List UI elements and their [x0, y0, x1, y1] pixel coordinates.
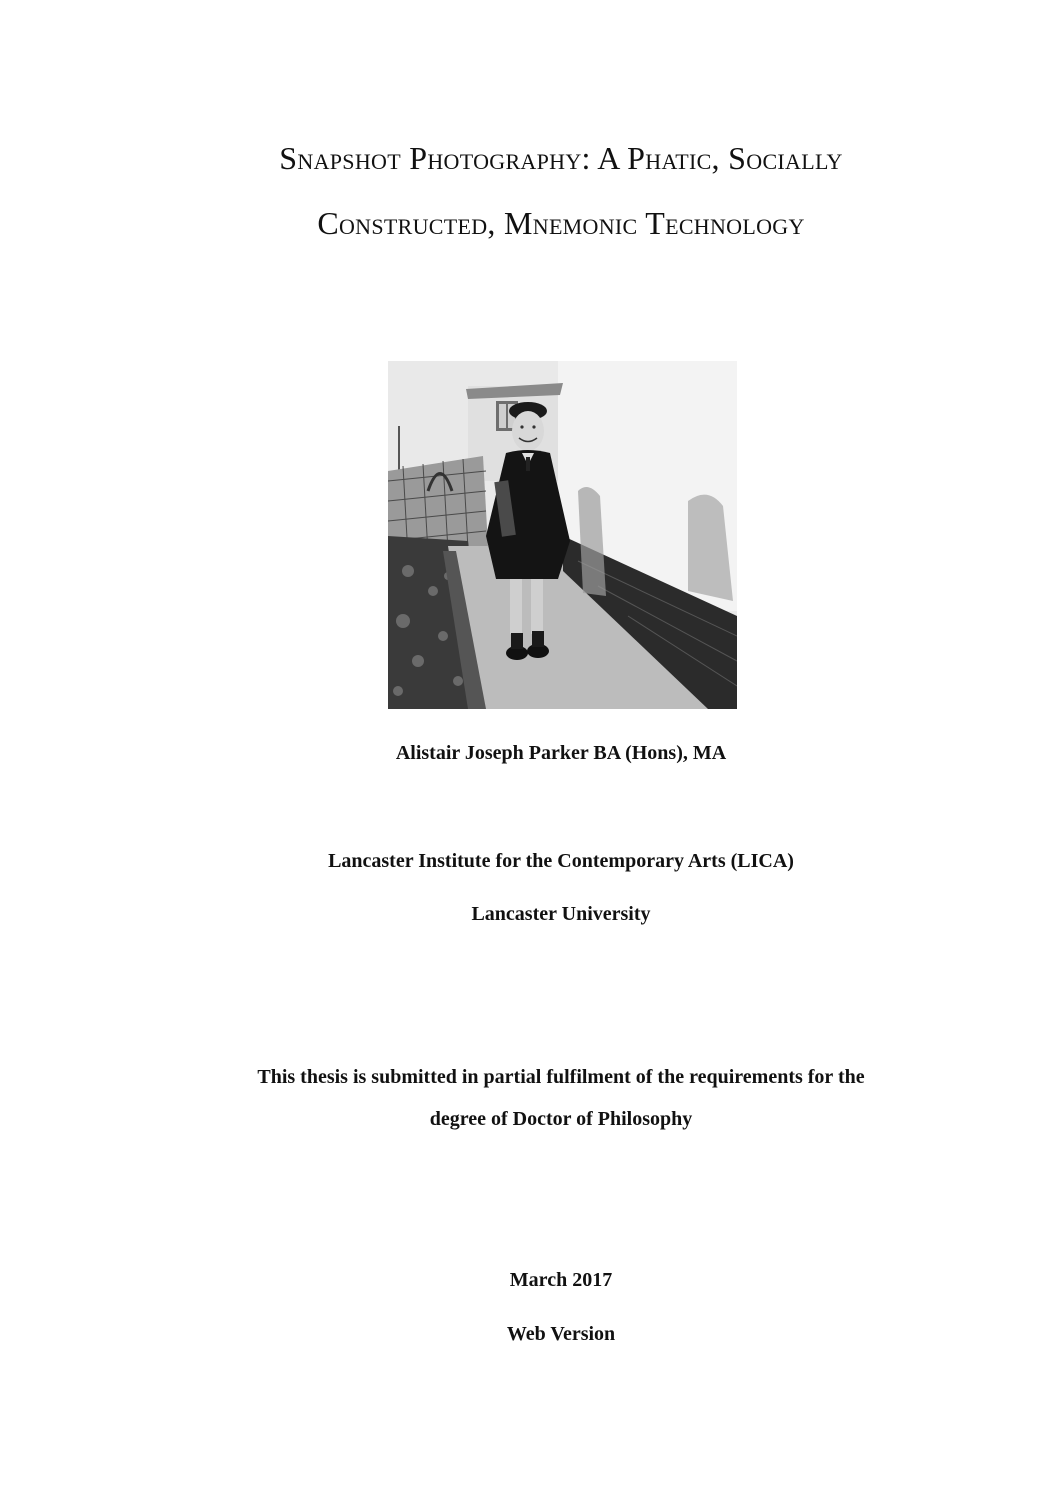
submission-date: March 2017: [509, 1269, 613, 1291]
cover-photograph: [388, 361, 737, 709]
university-name: Lancaster University: [471, 903, 651, 925]
document-version: Web Version: [506, 1323, 616, 1345]
institute-name: Lancaster Institute for the Contemporary Arts (LICA): [328, 850, 794, 872]
author-name: Alistair Joseph Parker BA (Hons), MA: [395, 742, 727, 764]
thesis-statement-line-1: This thesis is submitted in partial fulfilment of the requirements for the: [257, 1066, 865, 1088]
child-portrait-photo-icon: [388, 361, 737, 709]
thesis-statement-line-2: degree of Doctor of Philosophy: [429, 1108, 693, 1130]
thesis-title-line-2: Constructed, Mnemonic Technology: [317, 205, 805, 241]
thesis-title-line-1: Snapshot Photography: A Phatic, Socially: [279, 140, 843, 176]
